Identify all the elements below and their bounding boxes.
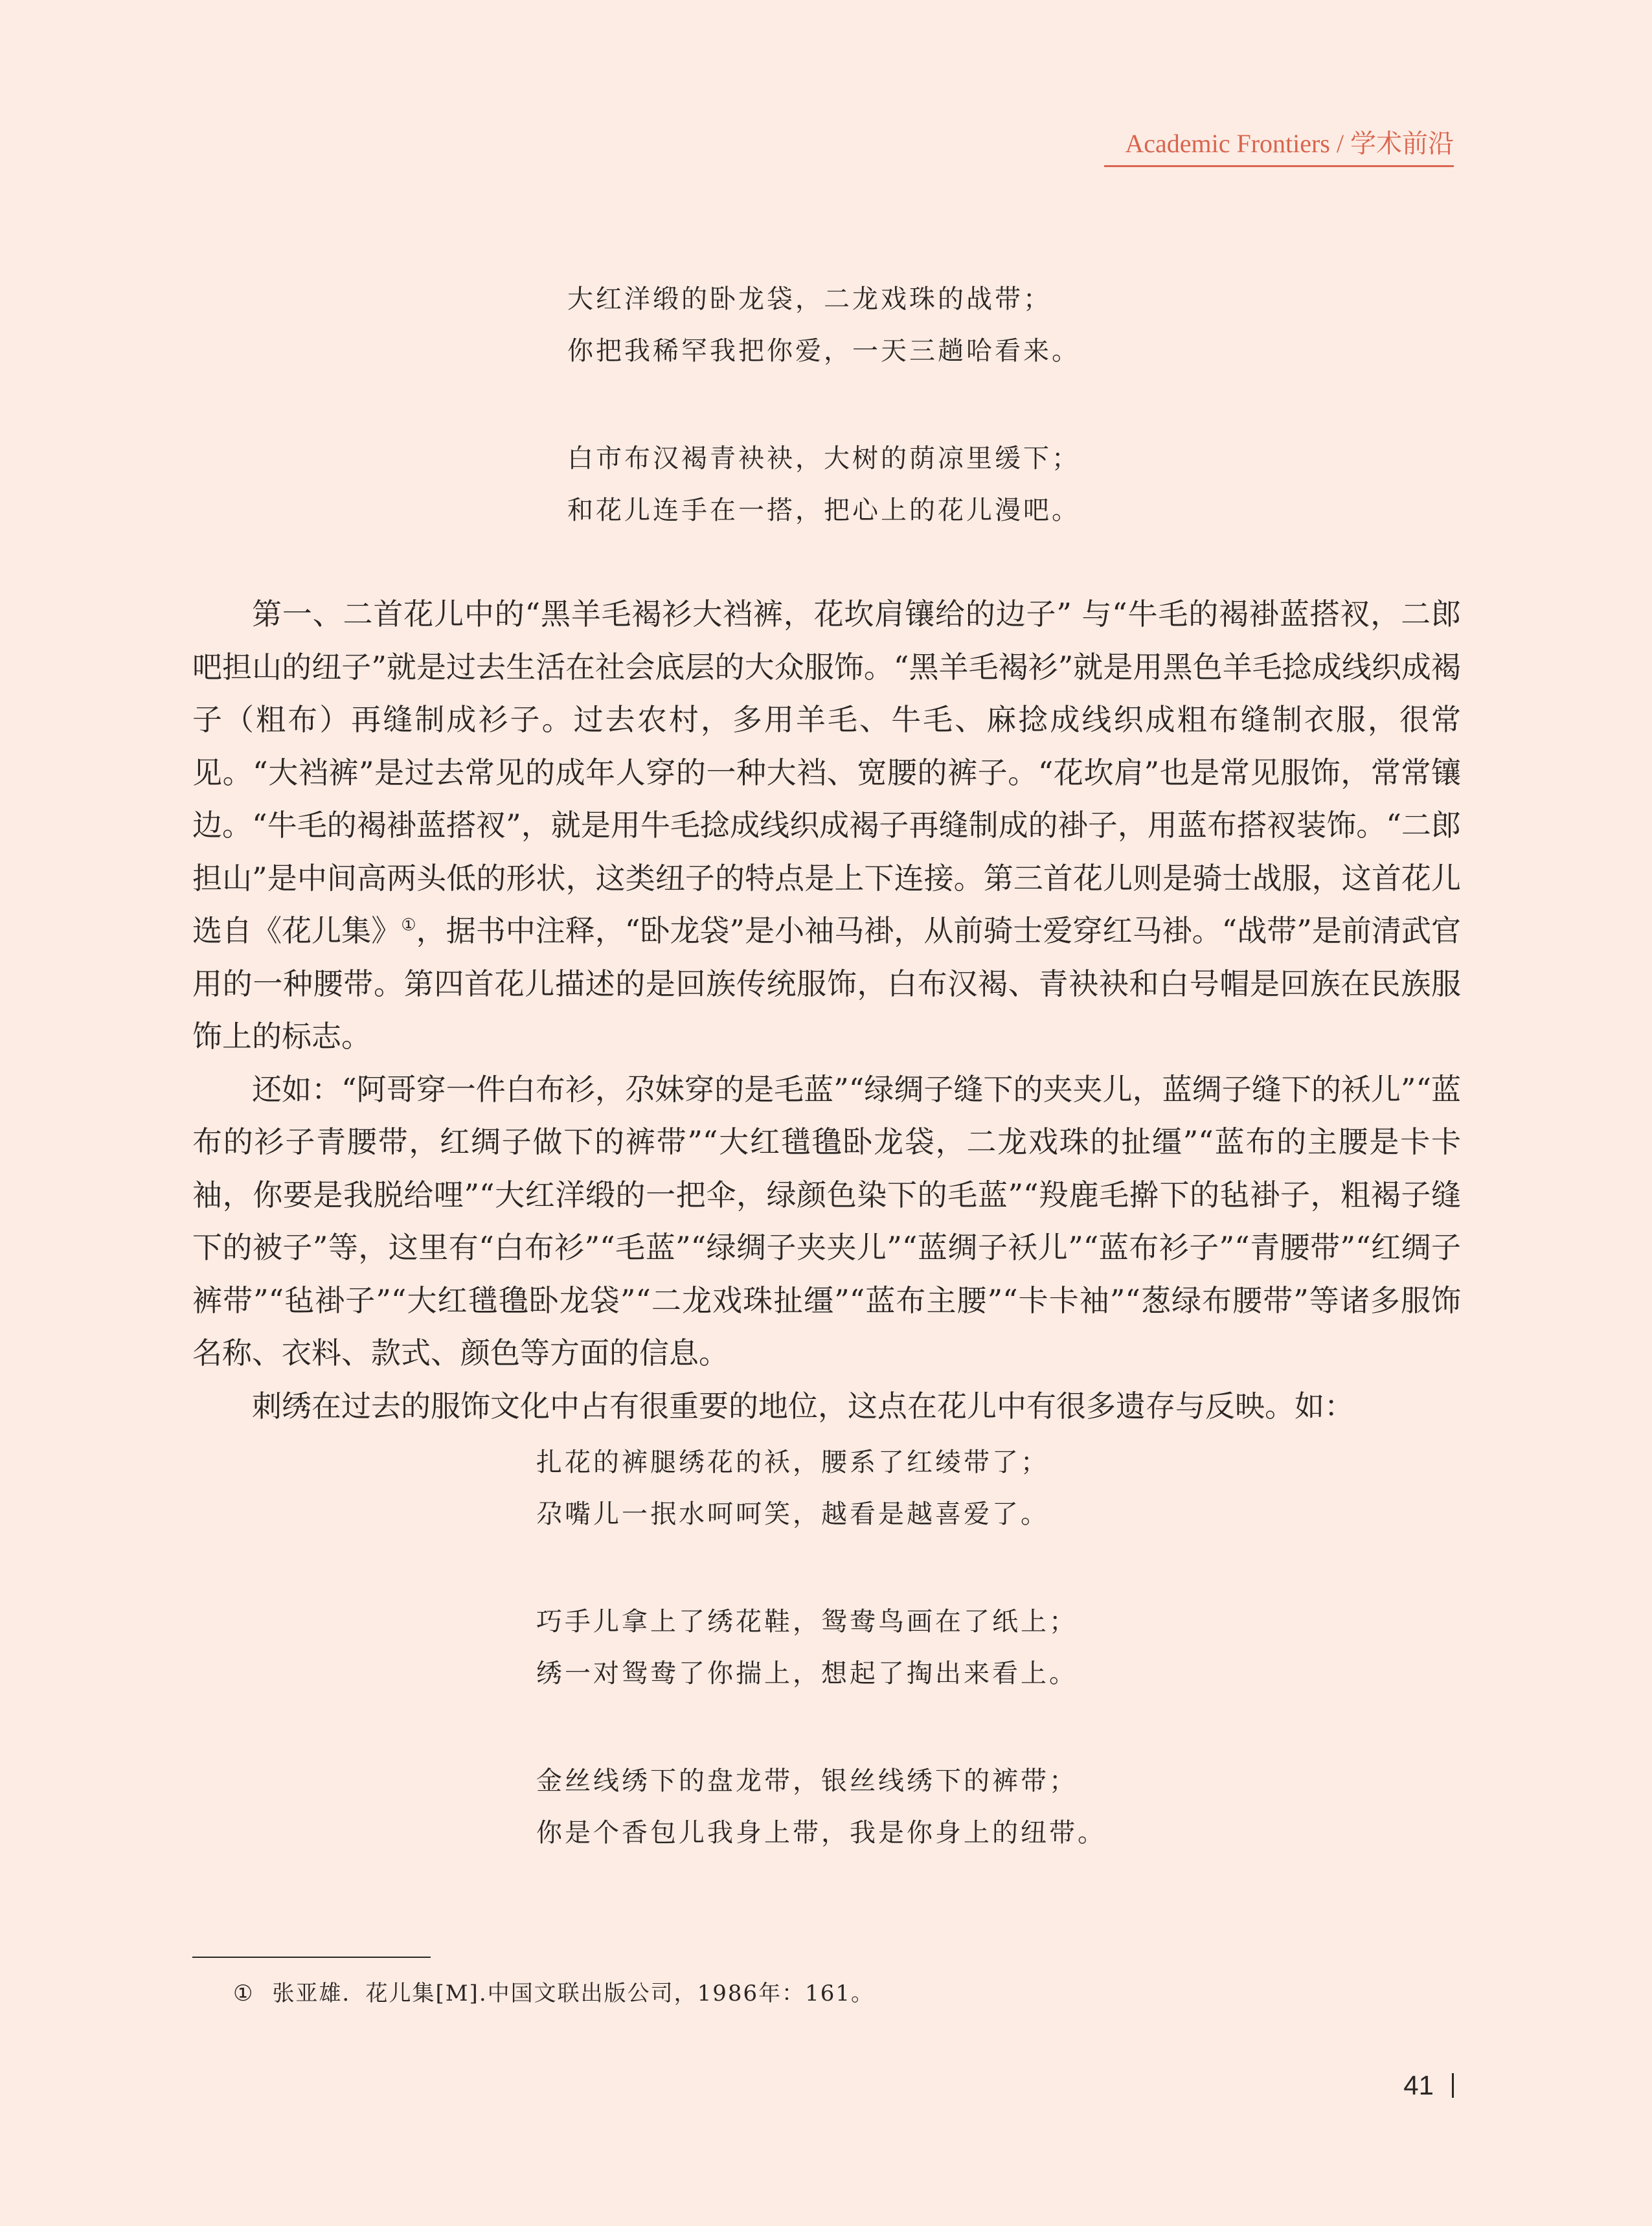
- poem-block-2: [536, 1437, 1106, 1859]
- poem-line: 白市布汉褐青袂袂，大树的荫凉里缓下；: [567, 444, 1080, 473]
- section-header: Academic Frontiers / 学术前沿: [1125, 129, 1454, 158]
- poem-line: 金丝线绣下的盘龙带，银丝线绣下的裤带；: [536, 1766, 1078, 1796]
- header-rule: [1104, 165, 1454, 167]
- paragraph: 刺绣在过去的服饰文化中占有很重要的地位，这点在花儿中有很多遗存与反映。如：: [252, 1388, 1354, 1424]
- footnote-rule: [192, 1957, 431, 1958]
- poem-line: 绣一对鸳鸯了你揣上，想起了掏出来看上。: [536, 1659, 1078, 1688]
- poem-block-1: [567, 273, 1080, 536]
- footnote-mark: ①: [233, 1981, 255, 2006]
- footnote: [233, 1975, 874, 2007]
- poem-line: 你是个香包儿我身上带，我是你身上的纽带。: [536, 1818, 1106, 1848]
- poem-line: 尕嘴儿一抿水呵呵笑，越看是越喜爱了。: [536, 1499, 1049, 1529]
- footnote-text: 张亚雄．花儿集[M].中国文联出版公司，1986年：161。: [272, 1981, 875, 2006]
- poem-line: 和花儿连手在一搭，把心上的花儿漫吧。: [567, 495, 1080, 525]
- footnote-ref[interactable]: ①: [401, 915, 416, 935]
- body-text: [192, 588, 1461, 1433]
- paragraph: 第一、二首花儿中的“黑羊毛褐衫大裆裤，花坎肩镶给的边子” 与“牛毛的褐褂蓝搭衩，二郎吧担山的纽子”就是过去生活在社会底层的大众服饰。“黑羊毛褐衫”就是用黑色羊毛捻成线织成褐子（粗布）再缝制成衫子。过去农村，多用羊毛、牛毛、麻捻成线织成粗布缝制衣服，很常见。“大裆裤”是过去常见的成年人穿的一种大裆、宽腰的裤子。“花坎肩”也是常见服饰，常常镶边。“牛毛的褐褂蓝搭衩”，就是用牛毛捻成线织成褐子再缝制成的褂子，用蓝布搭衩装饰。“二郎担山”是中间高两头低的形状，这类纽子的特点是上下连接。第三首花儿则是骑士战服，这首花儿选自《花儿集》①，据书中注释，“卧龙袋”是小袖马褂，从前骑士爱穿红马褂。“战带”是前清武官用的一种腰带。第四首花儿描述的是回族传统服饰，白布汉褐、青袂袂和白号帽是回族在民族服饰上的标志。: [192, 596, 1462, 1054]
- page-number-bar: [1452, 2073, 1454, 2098]
- paragraph: 还如：“阿哥穿一件白布衫，尕妹穿的是毛蓝”“绿绸子缝下的夹夹儿，蓝绸子缝下的袄儿”“蓝布的衫子青腰带，红绸子做下的裤带”“大红氆氇卧龙袋，二龙戏珠的扯缰”“蓝布的主腰是卡卡袖，你要是我脱给哩”“大红洋缎的一把伞，绿颜色染下的毛蓝”“羖鹿毛擀下的毡褂子，粗褐子缝下的被子”等，这里有“白布衫”“毛蓝”“绿绸子夹夹儿”“蓝绸子袄儿”“蓝布衫子”“青腰带”“红绸子裤带”“毡褂子”“大红氆氇卧龙袋”“二龙戏珠扯缰”“蓝布主腰”“卡卡袖”“葱绿布腰带”等诸多服饰名称、衣料、款式、颜色等方面的信息。: [192, 1071, 1461, 1370]
- page-number: 41: [1403, 2070, 1454, 2101]
- poem-line: 你把我稀罕我把你爱，一天三趟哈看来。: [567, 336, 1080, 366]
- poem-line: 大红洋缎的卧龙袋，二龙戏珠的战带；: [567, 284, 1052, 314]
- poem-line: 扎花的裤腿绣花的袄，腰系了红绫带了；: [536, 1448, 1049, 1477]
- poem-line: 巧手儿拿上了绣花鞋，鸳鸯鸟画在了纸上；: [536, 1607, 1078, 1637]
